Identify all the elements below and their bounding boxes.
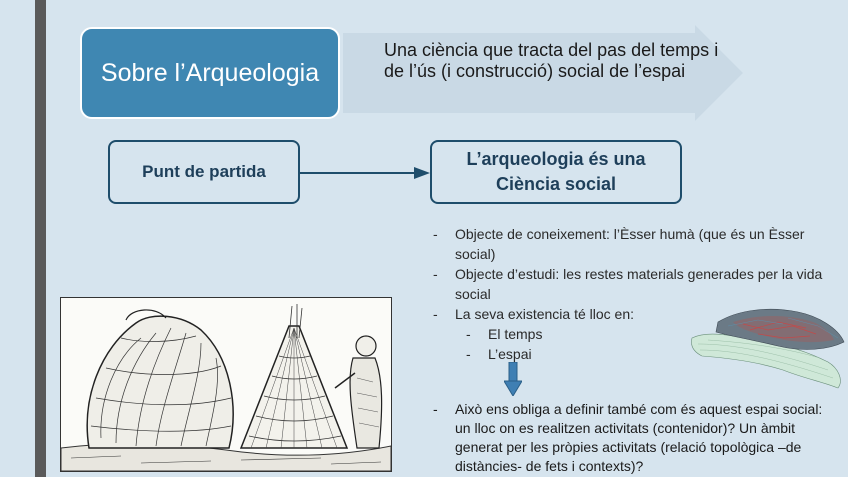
terrain-model-illustration xyxy=(688,300,846,390)
definition-text: Una ciència que tracta del pas del temps i de l’ús (i construcció) social de l’espai xyxy=(384,40,719,81)
result-box-line2: Ciència social xyxy=(495,174,617,194)
left-accent-bar xyxy=(35,0,46,477)
engraving-illustration xyxy=(60,297,392,472)
title-box xyxy=(80,27,340,119)
down-arrow-icon xyxy=(504,362,522,396)
conclusion-item: - Això ens obliga a definir també com és aquest espai social: un lloc on es realitzen activitats (contenidor)? Un àmbit generat per les pròpies activitats (relació topològica –de distàncies- de fets i contexts)? xyxy=(430,400,835,476)
list-item: - Objecte d’estudi: les restes materials generades per la vida social xyxy=(433,266,823,302)
result-box-line1: L’arqueologia és una xyxy=(466,149,646,169)
start-box-label: Punt de partida xyxy=(142,162,266,181)
list-item: - Objecte de coneixement: l’Èsser humà (que és un Èsser social) xyxy=(433,226,805,262)
result-box xyxy=(430,140,682,204)
flow-arrow xyxy=(300,165,432,181)
conclusion-text: Això ens obliga a definir també com és aquest espai social: un lloc on es realitzen activitats (contenidor)? Un àmbit generat per les pròpies activitats (relació topològica –de distàncies- de fets i contexts)? xyxy=(455,401,823,474)
start-box xyxy=(108,140,300,204)
page-title: Sobre l’Arqueologia xyxy=(100,58,320,87)
sub-list-item: - L’espai xyxy=(466,346,532,362)
list-item: - La seva existencia té lloc en: xyxy=(433,306,634,322)
sub-list-item: - El temps xyxy=(466,326,543,342)
